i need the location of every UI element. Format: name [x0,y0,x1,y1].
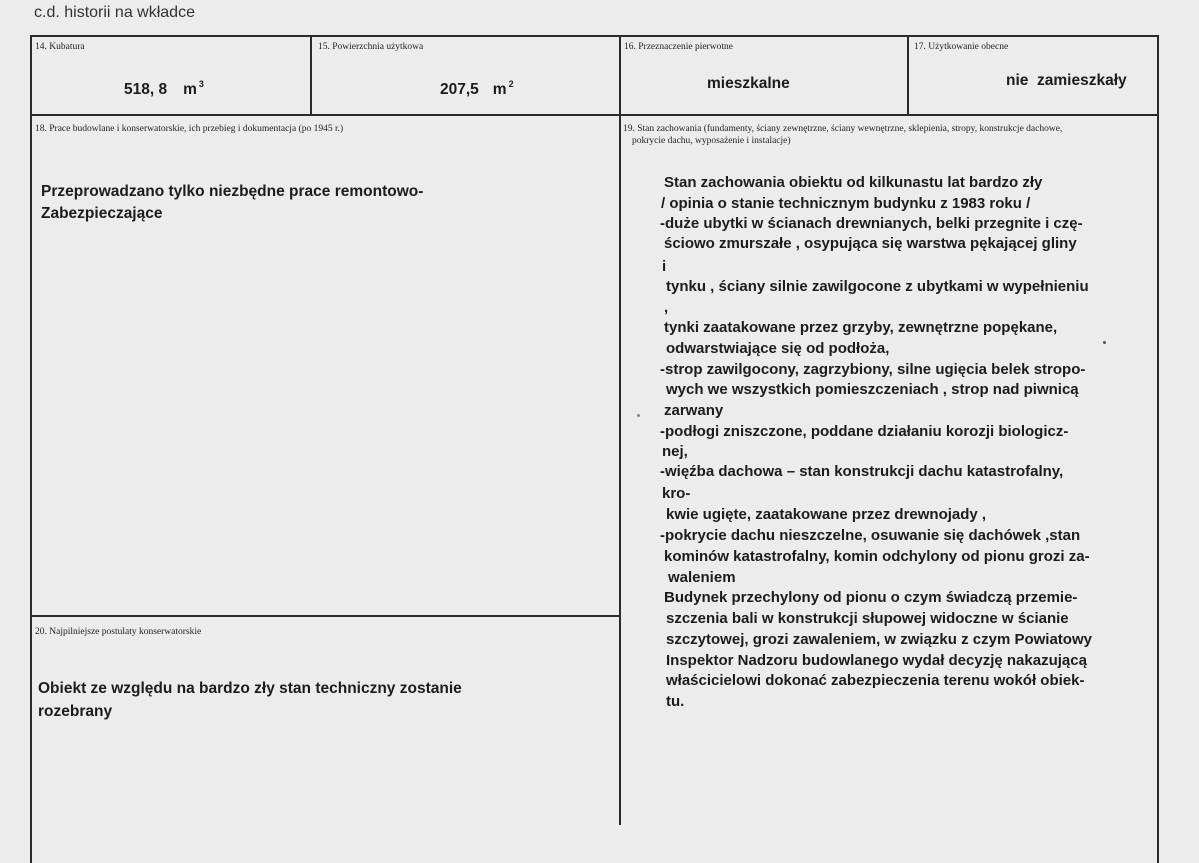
text-line: -pokrycie dachu nieszczelne, osuwanie się dachówek ,stan [660,527,1081,544]
text-line: tynki zaatakowane przez grzyby, zewnętrzne popękane, [664,319,1058,336]
field-20-label: 20. Najpilniejsze postulaty konserwatorskie [35,627,202,637]
text-line: -podłogi zniszczone, poddane działaniu korozji biologicz- [660,423,1069,440]
field-15-value: 207,5 m $^2$ [440,79,514,98]
text-line: ściowo zmurszałe , osypująca się warstwa pękającej gliny [664,235,1077,252]
row-divider [30,114,1158,116]
text-line: , [664,299,669,316]
text-line: wych we wszystkich pomieszczeniach , strop nad piwnicą [666,381,1079,398]
field-18-label: 18. Prace budowlane i konserwatorskie, ich przebieg i dokumentacja (po 1945 r.) [35,124,344,134]
text-line: -duże ubytki w ścianach drewnianych, belki przegnite i czę- [660,215,1083,232]
left-border [30,35,32,863]
text-line: szczytowej, grozi zawaleniem, w związku z czym Powiatowy [666,631,1092,648]
field-17-value: nie zamieszkały [1006,72,1127,89]
text-line: / opinia o stanie technicznym budynku z 1983 roku / [661,195,1031,212]
center-divider [619,35,621,825]
field-16-value: mieszkalne [707,75,790,92]
speck-mark [637,414,640,417]
field-19-label: 19. Stan zachowania (fundamenty, ściany zewnętrzne, ściany wewnętrzne, sklepienia, stropy, konstrukcje dachowe, [623,124,1063,134]
text-line: kominów katastrofalny, komin odchylony od pionu grozi za- [664,548,1090,565]
text-line: i [662,258,667,275]
field-18-text [41,181,423,225]
field-14-label: 14. Kubatura [35,42,85,52]
text-line: odwarstwiające się od podłoża, [666,340,890,357]
text-line: zarwany [664,402,724,419]
header-note: c.d. historii na wkładce [34,4,195,21]
text-line: Budynek przechylony od pionu o czym świadczą przemie- [664,589,1078,606]
text-line: nej, [662,443,688,460]
speck-mark [1103,341,1106,344]
section-divider [30,615,620,617]
text-line: Stan zachowania obiektu od kilkunastu lat bardzo zły [664,174,1043,191]
col-divider [310,35,312,115]
field-16-label: 16. Przeznaczenie pierwotne [624,42,733,52]
text-line: waleniem [668,569,736,586]
text-line: kro- [662,485,691,502]
text-line: Przeprowadzano tylko niezbędne prace remontowo- [41,183,424,200]
field-17-label: 17. Użytkowanie obecne [914,42,1009,52]
text-line: właścicielowi dokonać zabezpieczenia terenu wokół obiek- [666,672,1085,689]
text-line: Obiekt ze względu na bardzo zły stan techniczny zostanie [38,680,462,697]
right-border [1157,35,1159,863]
text-line: tynku , ściany silnie zawilgocone z ubytkami w wypełnieniu [666,278,1089,295]
field-14-value: 518, 8 m $^3$ [124,79,204,98]
field-19-label-cont: pokrycie dachu, wyposażenie i instalacje) [632,136,791,146]
table-top-border [30,35,1158,37]
text-line: -więźba dachowa – stan konstrukcji dachu katastrofalny, [660,463,1064,480]
text-line: Zabezpieczające [41,205,163,222]
text-line: tu. [666,693,685,710]
text-line: kwie ugięte, zaatakowane przez drewnojady , [666,506,987,523]
text-line: szczenia bali w konstrukcji słupowej widoczne w ścianie [666,610,1069,627]
col-divider [907,35,909,115]
field-15-label: 15. Powierzchnia użytkowa [318,42,424,52]
text-line: rozebrany [38,703,113,720]
field-20-text [38,677,462,723]
text-line: Inspektor Nadzoru budowlanego wydał decyzję nakazującą [666,652,1087,669]
text-line: -strop zawilgocony, zagrzybiony, silne ugięcia belek stropo- [660,361,1086,378]
